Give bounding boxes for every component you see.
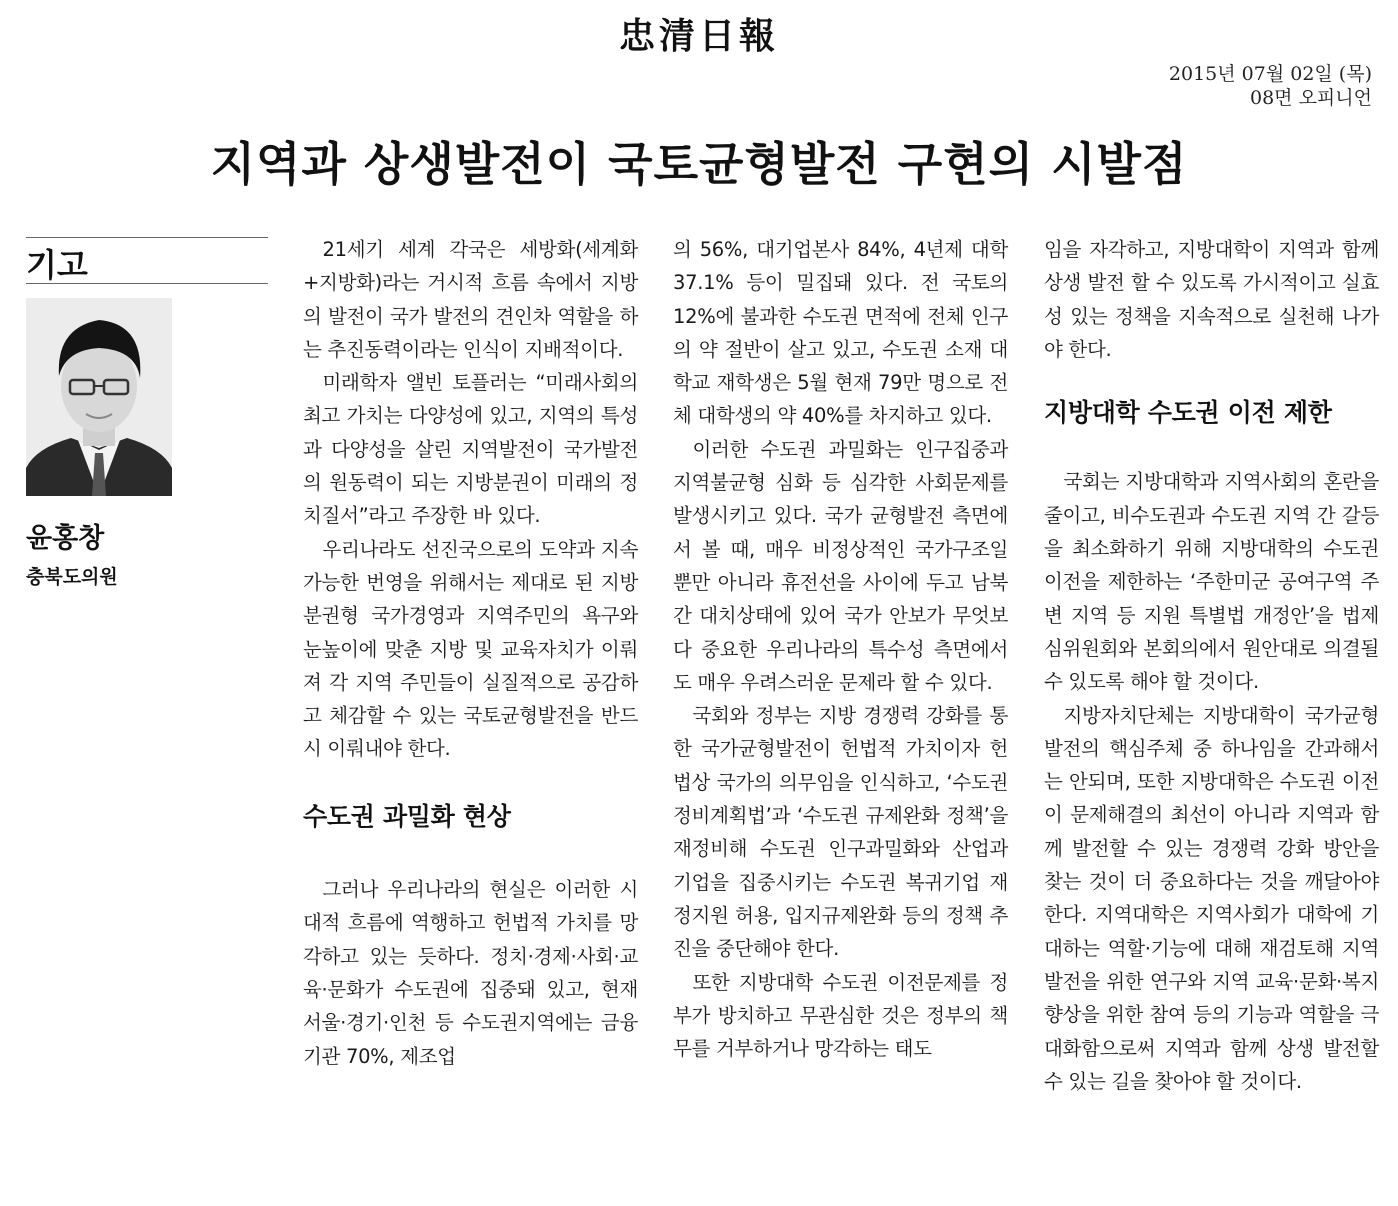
paragraph: 그러나 우리나라의 현실은 이러한 시대적 흐름에 역행하고 헌법적 가치를 망각하고 있는 듯하다. 정치·경제·사회·교육·문화가 수도권에 집중돼 있고, 현재 서울·경기·인천 등 수도권지역에는 금융기관 70%, 제조업 <box>303 878 638 1068</box>
article-column-2 <box>673 233 1008 1065</box>
author-name: 윤홍창 <box>26 523 105 554</box>
paragraph: 이러한 수도권 과밀화는 인구집중과 지역불균형 심화 등 심각한 사회문제를 발생시키고 있다. 국가 균형발전 측면에서 볼 때, 매우 비정상적인 국가구조일 뿐만 아니라 휴전선을 사이에 두고 남북 간 대치상태에 있어 국가 안보가 무엇보다 중요한 우리나라의 특수성 측면에서도 매우 우려스러운 문제라 할 수 있다. <box>673 437 1008 694</box>
section-label: 기고 <box>26 246 88 284</box>
paragraph: 국회와 정부는 지방 경쟁력 강화를 통한 국가균형발전이 헌법적 가치이자 헌법상 국가의 의무임을 인식하고, ‘수도권정비계획법’과 ‘수도권 규제완화 정책’을 재정비해 수도권 인구과밀화와 산업과 기업을 집중시키는 수도권 복귀기업 재정지원 허용, 입지규제완화 등의 정책 추진을 중단해야 한다. <box>673 704 1008 961</box>
subheading: 지방대학 수도권 이전 제한 <box>1044 398 1332 428</box>
author-portrait-image <box>26 298 172 496</box>
paragraph: 지방자치단체는 지방대학이 국가균형발전의 핵심주체 중 하나임을 간과해서는 안되며, 또한 지방대학은 수도권 이전이 문제해결의 최선이 아니라 지역과 함께 발전할 수 있는 경쟁력 강화 방안을 찾는 것이 더 중요하다는 것을 깨달아야 한다. 지역대학은 지역사회가 대학에 기대하는 역할·기능에 대해 재검토해 지역발전을 위한 연구와 지역 교육·문화·복지 향상을 위한 참여 등의 기능과 역할을 극대화함으로써 지역과 함께 상생 발전할 수 있는 길을 찾아야 할 것이다. <box>1044 703 1379 1093</box>
paragraph: 또한 지방대학 수도권 이전문제를 정부가 방치하고 무관심한 것은 정부의 책무를 거부하거나 망각하는 태도 <box>673 970 1008 1061</box>
newspaper-masthead: 忠清日報 <box>618 15 779 57</box>
paragraph: 우리나라도 선진국으로의 도약과 지속가능한 번영을 위해서는 제대로 된 지방분권형 국가경영과 지역주민의 욕구와 눈높이에 맞춘 지방 및 교육자치가 이뤄져 각 지역 주민들이 실질적으로 공감하고 체감할 수 있는 국토균형발전을 반드시 이뤄내야 한다. <box>303 537 638 761</box>
author-role: 충북도의원 <box>26 566 118 588</box>
article-headline: 지역과 상생발전이 국토균형발전 구현의 시발점 <box>210 137 1188 191</box>
page-section: 08면 오피니언 <box>1250 87 1372 109</box>
author-photo <box>26 298 172 496</box>
article-column-1 <box>303 233 638 1073</box>
section-rule-top <box>26 237 268 238</box>
paragraph: 임을 자각하고, 지방대학이 지역과 함께 상생 발전 할 수 있도록 가시적이고 실효성 있는 정책을 지속적으로 실천해 나가야 한다. <box>1044 238 1379 361</box>
section-rule-bottom <box>26 283 268 284</box>
paragraph: 미래학자 앨빈 토플러는 “미래사회의 최고 가치는 다양성에 있고, 지역의 특성과 다양성을 살린 지역발전이 국가발전의 원동력이 되는 지방분권이 미래의 정치질서”라고 주장한 바 있다. <box>303 371 638 528</box>
publication-date: 2015년 07월 02일 (목) <box>1168 63 1372 85</box>
paragraph: 국회는 지방대학과 지역사회의 혼란을 줄이고, 비수도권과 수도권 지역 간 갈등을 최소화하기 위해 지방대학의 수도권 이전을 제한하는 ‘주한미군 공여구역 주변 지역 등 지원 특별법 개정안’을 법제심위원회와 본회의에서 원안대로 의결될 수 있도록 해야 할 것이다. <box>1044 470 1379 694</box>
subheading: 수도권 과밀화 현상 <box>303 801 511 831</box>
paragraph: 의 56%, 대기업본사 84%, 4년제 대학 37.1% 등이 밀집돼 있다. 전 국토의 12%에 불과한 수도권 면적에 전체 인구의 약 절반이 살고 있고, 수도권 소재 대학교 재학생은 5월 현재 79만 명으로 전체 대학생의 약 40%를 차지하고 있다. <box>673 238 1008 428</box>
dateline <box>1169 62 1372 110</box>
article-column-3 <box>1044 233 1379 1098</box>
paragraph: 21세기 세계 각국은 세방화(세계화+지방화)라는 거시적 흐름 속에서 지방의 발전이 국가 발전의 견인차 역할을 하는 추진동력이라는 인식이 지배적이다. <box>303 238 638 361</box>
